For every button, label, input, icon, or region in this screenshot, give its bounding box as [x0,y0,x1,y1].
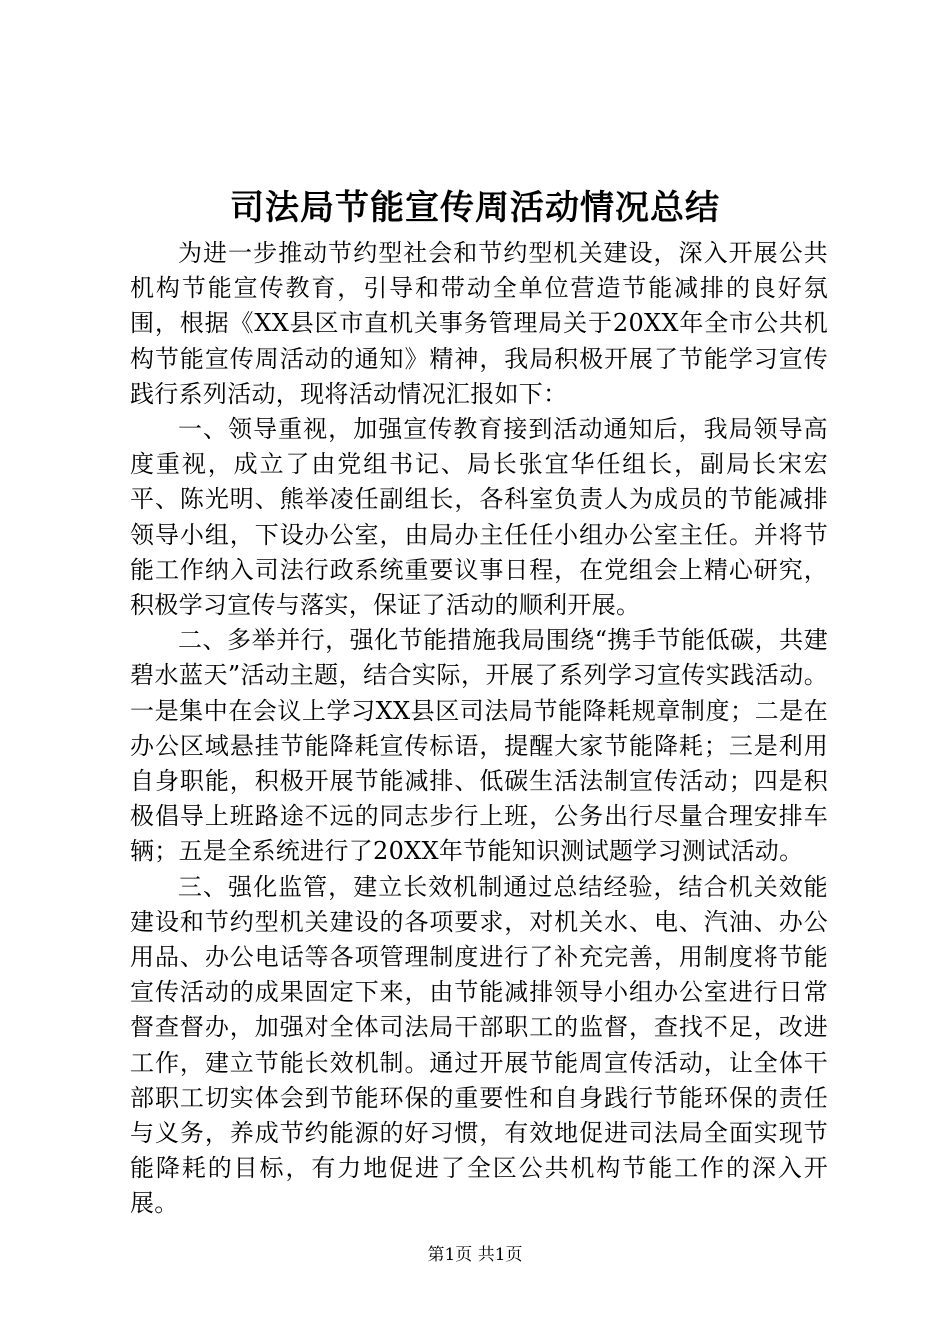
paragraph-section-1: 一、领导重视，加强宣传教育接到活动通知后，我局领导高度重视，成立了由党组书记、局长张宜华任组长，副局长宋宏平、陈光明、熊举凌任副组长，各科室负责人为成员的节能减排领导小组，下设办公室，由局办主任任小组办公室主任。并将节能工作纳入司法行政系统重要议事日程，在党组会上精心研究，积极学习宣传与落实，保证了活动的顺利开展。 [130,415,828,620]
paragraph-intro: 为进一步推动节约型社会和节约型机关建设，深入开展公共机构节能宣传教育，引导和带动全单位营造节能减排的良好氛围，根据《XX县区市直机关事务管理局关于20XX年全市公共机构节能宣传周活动的通知》精神，我局积极开展了节能学习宣传践行系列活动，现将活动情况汇报如下： [130,239,828,408]
page-footer: 第1页 共1页 [427,1245,523,1265]
paragraph-section-3: 三、强化监管，建立长效机制通过总结经验，结合机关效能建设和节约型机关建设的各项要求，对机关水、电、汽油、办公用品、办公电话等各项管理制度进行了补充完善，用制度将节能宣传活动的成果固定下来，由节能减排领导小组办公室进行日常督查督办，加强对全体司法局干部职工的监督，查找不足，改进工作，建立节能长效机制。通过开展节能周宣传活动，让全体干部职工切实体会到节能环保的重要性和自身践行节能环保的责任与义务，养成节约能源的好习惯，有效地促进司法局全面实现节能降耗的目标，有力地促进了全区公共机构节能工作的深入开展。 [130,872,828,1218]
paragraph-section-2: 二、多举并行，强化节能措施我局围绕“携手节能低碳，共建碧水蓝天”活动主题，结合实际，开展了系列学习宣传实践活动。一是集中在会议上学习XX县区司法局节能降耗规章制度；二是在办公区域悬挂节能降耗宣传标语，提醒大家节能降耗；三是利用自身职能，积极开展节能减排、低碳生活法制宣传活动；四是积极倡导上班路途不远的同志步行上班，公务出行尽量合理安排车辆；五是全系统进行了20XX年节能知识测试题学习测试活动。 [130,626,828,866]
document-body [130,236,828,1222]
document-title: 司法局节能宣传周活动情况总结 [230,188,720,228]
